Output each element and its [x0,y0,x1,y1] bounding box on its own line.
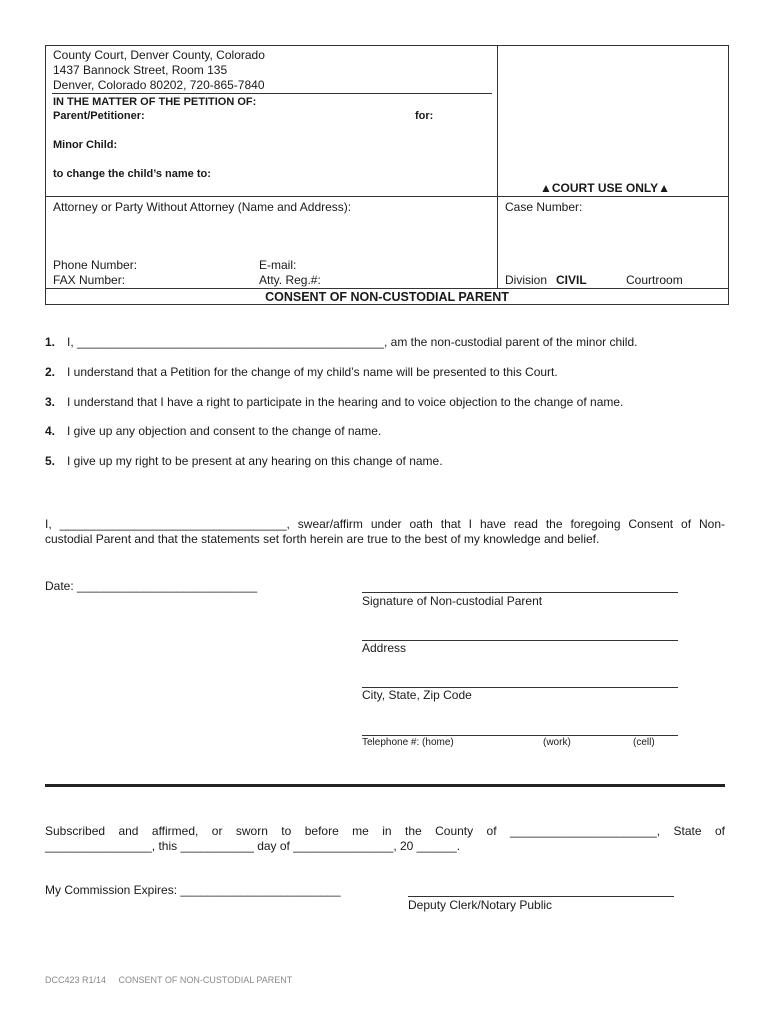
statement-5 [45,454,443,468]
statement-text: I give up my right to be present at any hearing on this change of name. [67,454,443,468]
attorney-label: Attorney or Party Without Attorney (Name and Address): [53,200,352,214]
statement-text: I understand that I have a right to participate in the hearing and to voice objection to the change of name. [67,395,624,409]
address-label: Address [362,641,407,655]
date-field: Date: ___________________________ [45,579,258,593]
caption-divider-attorney [45,196,729,197]
notary-line-1: Subscribed and affirmed, or sworn to before me in the County of ______________________, State of [45,824,725,838]
oath-line-2: custodial Parent and that the statements set forth herein are true to the best of my knowledge and belief. [45,532,600,546]
statement-text: I, ______________________________________________, am the non-custodial parent of the minor child. [67,335,638,349]
change-name-label: to change the child’s name to: [53,168,211,180]
case-number-label: Case Number: [505,200,583,214]
telephone-work-label: (work) [543,737,571,748]
deputy-clerk-label: Deputy Clerk/Notary Public [408,898,553,912]
notary-line-2: ________________, this ___________ day of _______________, 20 ______. [45,839,461,853]
form-title: CONSENT OF NON-CUSTODIAL PARENT [265,290,509,304]
statement-number: 3. [45,395,56,409]
matter-heading: IN THE MATTER OF THE PETITION OF: [53,96,257,108]
statement-number: 1. [45,335,56,349]
atty-reg-label: Atty. Reg.#: [259,273,321,287]
division-label: Division [505,273,548,287]
city-state-zip-label: City, State, Zip Code [362,688,472,702]
statement-2 [45,365,558,379]
court-address: 1437 Bannock Street, Room 135 [53,63,228,77]
fax-number-label: FAX Number: [53,273,126,287]
statement-3 [45,395,623,409]
statement-text: I give up any objection and consent to the change of name. [67,424,382,438]
footer-form-title: CONSENT OF NON-CUSTODIAL PARENT [118,975,293,985]
statement-1 [45,335,637,349]
email-label: E-mail: [259,258,297,272]
statement-number: 2. [45,365,56,379]
telephone-home-label: Telephone #: (home) [362,737,454,748]
address-line [362,640,678,641]
section-separator [45,784,725,787]
signature-label: Signature of Non-custodial Parent [362,594,543,608]
signature-line [362,592,678,593]
statement-4 [45,424,381,438]
oath-line-1: I, __________________________________, swear/affirm under oath that I have read the foregoing Consent of Non- [45,517,725,531]
telephone-line [362,735,678,736]
caption-divider-title [45,288,729,289]
deputy-signature-line [408,896,674,897]
court-city-phone: Denver, Colorado 80202, 720-865-7840 [53,78,265,92]
phone-number-label: Phone Number: [53,258,138,272]
commission-expires-field: My Commission Expires: ________________________ [45,883,341,897]
footer-form-code: DCC423 R1/14 [45,975,107,985]
telephone-cell-label: (cell) [633,737,655,748]
statement-number: 4. [45,424,56,438]
minor-child-label: Minor Child: [53,139,118,151]
division-value: CIVIL [556,273,587,287]
for-label: for: [415,110,434,122]
caption-divider-court-info [52,93,492,94]
statement-number: 5. [45,454,56,468]
parent-petitioner-label: Parent/Petitioner: [53,110,145,122]
statement-text: I understand that a Petition for the change of my child’s name will be presented to this Court. [67,365,558,379]
courtroom-label: Courtroom [626,273,683,287]
footer [45,975,292,985]
caption-divider-vertical [497,45,498,288]
court-name: County Court, Denver County, Colorado [53,48,265,62]
court-use-only-label: ▲COURT USE ONLY▲ [540,181,670,195]
